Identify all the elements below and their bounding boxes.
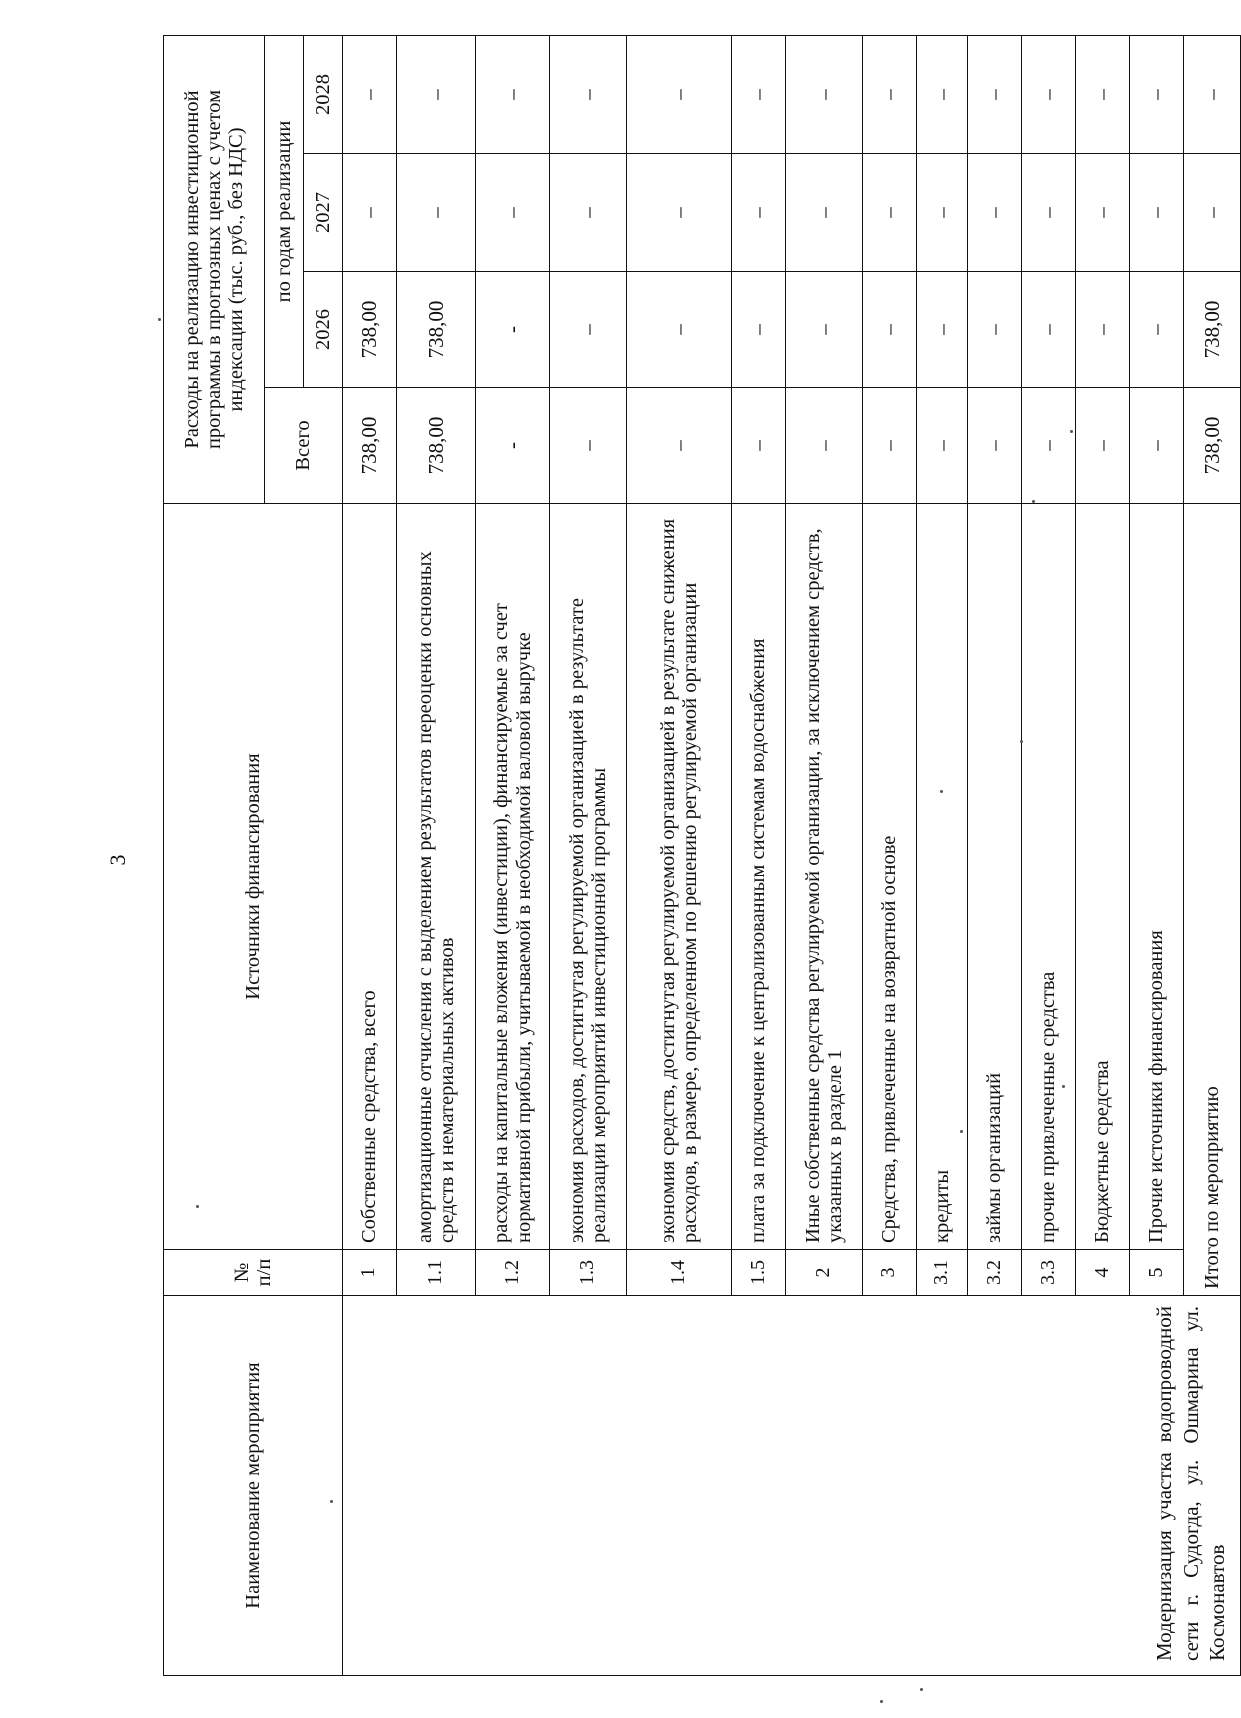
value-2027: – (1021, 154, 1075, 272)
value-2027: – (1075, 154, 1129, 272)
funding-source: экономия расходов, достигнутая регулируемой организацией в результате реализации мероприятий инвестиционной программы (550, 504, 627, 1250)
header-row-1 (164, 35, 265, 1675)
value-2027: – (626, 154, 731, 272)
row-number: 1.1 (396, 1250, 476, 1296)
funding-source: займы организаций (967, 504, 1021, 1250)
scan-speck (1032, 500, 1035, 503)
value-total: – (1021, 388, 1075, 504)
total-label: Итого по мероприятию (1184, 504, 1241, 1296)
event-name-cell (342, 1296, 1240, 1676)
row-number: 3.3 (1021, 1250, 1075, 1296)
header-row-number: № п/п (164, 1250, 343, 1296)
header-costs-group: Расходы на реализацию инвестиционной программы в прогнозных ценах с учетом индексации (тыс. руб., без НДС) (164, 35, 265, 503)
value-total: 738,00 (396, 388, 476, 504)
value-2028: – (916, 35, 967, 153)
row-number: 4 (1075, 1250, 1129, 1296)
row-number: 3.1 (916, 1250, 967, 1296)
funding-source: Иные собственные средства регулируемой организации, за исключением средств, указанных в разделе 1 (786, 504, 863, 1250)
header-event-name: Наименование мероприятия (164, 1296, 343, 1676)
financing-table (163, 35, 1241, 1676)
scan-speck (1070, 430, 1073, 433)
header-year-2028: 2028 (304, 35, 343, 153)
value-total: – (1075, 388, 1129, 504)
table-row (342, 35, 396, 1675)
value-total: 738,00 (342, 388, 396, 504)
funding-source: расходы на капитальные вложения (инвестиции), финансируемые за счет нормативной прибыли, учитываемой в необходимой валовой выручке (476, 504, 550, 1250)
value-2028: – (550, 35, 627, 153)
value-2028: – (1075, 35, 1129, 153)
value-total: – (786, 388, 863, 504)
page-number: 3 (105, 854, 130, 866)
value-2028: – (1130, 35, 1184, 153)
value-2026: 738,00 (342, 272, 396, 388)
value-2028: – (732, 35, 786, 153)
value-2027: – (342, 154, 396, 272)
value-total: – (550, 388, 627, 504)
value-2026: – (732, 272, 786, 388)
total-value: 738,00 (1184, 388, 1241, 504)
value-2027: – (732, 154, 786, 272)
value-2027: – (967, 154, 1021, 272)
funding-source: кредиты (916, 504, 967, 1250)
header-year-2027: 2027 (304, 154, 343, 272)
value-2026: – (967, 272, 1021, 388)
value-2026: - (476, 272, 550, 388)
scan-speck (158, 318, 161, 321)
header-total: Всего (265, 388, 342, 504)
total-2027: – (1184, 154, 1241, 272)
value-2028: – (476, 35, 550, 153)
value-total: – (916, 388, 967, 504)
funding-source: плата за подключение к централизованным системам водоснабжения (732, 504, 786, 1250)
funding-source: Прочие источники финансирования (1130, 504, 1184, 1250)
row-number: 3 (862, 1250, 916, 1296)
funding-source: Средства, привлеченные на возвратной основе (862, 504, 916, 1250)
header-sources: Источники финансирования (164, 504, 343, 1250)
value-2027: – (476, 154, 550, 272)
value-2028: – (1021, 35, 1075, 153)
scan-speck (1020, 740, 1023, 743)
value-total: – (862, 388, 916, 504)
funding-source: Собственные средства, всего (342, 504, 396, 1250)
total-2026: 738,00 (1184, 272, 1241, 388)
value-2026: – (916, 272, 967, 388)
value-total: – (626, 388, 731, 504)
row-number: 1 (342, 1250, 396, 1296)
value-total: – (732, 388, 786, 504)
value-total: – (1130, 388, 1184, 504)
header-by-year: по годам реализации (265, 35, 304, 387)
value-2028: – (786, 35, 863, 153)
total-2028: – (1184, 35, 1241, 153)
value-2027: – (396, 154, 476, 272)
value-2026: – (626, 272, 731, 388)
row-number: 5 (1130, 1250, 1184, 1296)
value-2027: – (550, 154, 627, 272)
scan-speck (960, 1130, 963, 1133)
row-number: 1.3 (550, 1250, 627, 1296)
funding-source: Бюджетные средства (1075, 504, 1129, 1250)
value-2027: – (916, 154, 967, 272)
row-number: 2 (786, 1250, 863, 1296)
event-name-text: Модернизация участка водопроводной сети г. Судогда, ул. Ошмарина ул. Космонавтов (1152, 1306, 1229, 1661)
row-number: 3.2 (967, 1250, 1021, 1296)
value-2028: – (396, 35, 476, 153)
value-2028: – (342, 35, 396, 153)
value-2028: – (862, 35, 916, 153)
value-2028: – (626, 35, 731, 153)
value-2028: – (967, 35, 1021, 153)
value-total: – (967, 388, 1021, 504)
scan-speck (920, 1688, 923, 1691)
scan-speck (940, 790, 943, 793)
value-2027: – (862, 154, 916, 272)
value-2027: – (1130, 154, 1184, 272)
value-2027: – (786, 154, 863, 272)
header-year-2026: 2026 (304, 272, 343, 388)
scan-speck (1062, 1085, 1065, 1088)
value-2026: – (550, 272, 627, 388)
value-2026: – (862, 272, 916, 388)
scan-speck (196, 1205, 199, 1208)
funding-source: экономия средств, достигнутая регулируемой организацией в результате снижения расходов, в размере, определенном по решению регулируемой организации (626, 504, 731, 1250)
value-total: - (476, 388, 550, 504)
scan-speck (330, 1500, 333, 1503)
row-number: 1.5 (732, 1250, 786, 1296)
row-number: 1.4 (626, 1250, 731, 1296)
value-2026: – (1075, 272, 1129, 388)
value-2026: – (786, 272, 863, 388)
scan-speck (880, 1700, 883, 1703)
value-2026: – (1021, 272, 1075, 388)
funding-source: прочие привлеченные средства (1021, 504, 1075, 1250)
financing-table-frame (163, 36, 1241, 1676)
value-2026: 738,00 (396, 272, 476, 388)
funding-source: амортизационные отчисления с выделением результатов переоценки основных средств и нематериальных активов (396, 504, 476, 1250)
row-number: 1.2 (476, 1250, 550, 1296)
value-2026: – (1130, 272, 1184, 388)
